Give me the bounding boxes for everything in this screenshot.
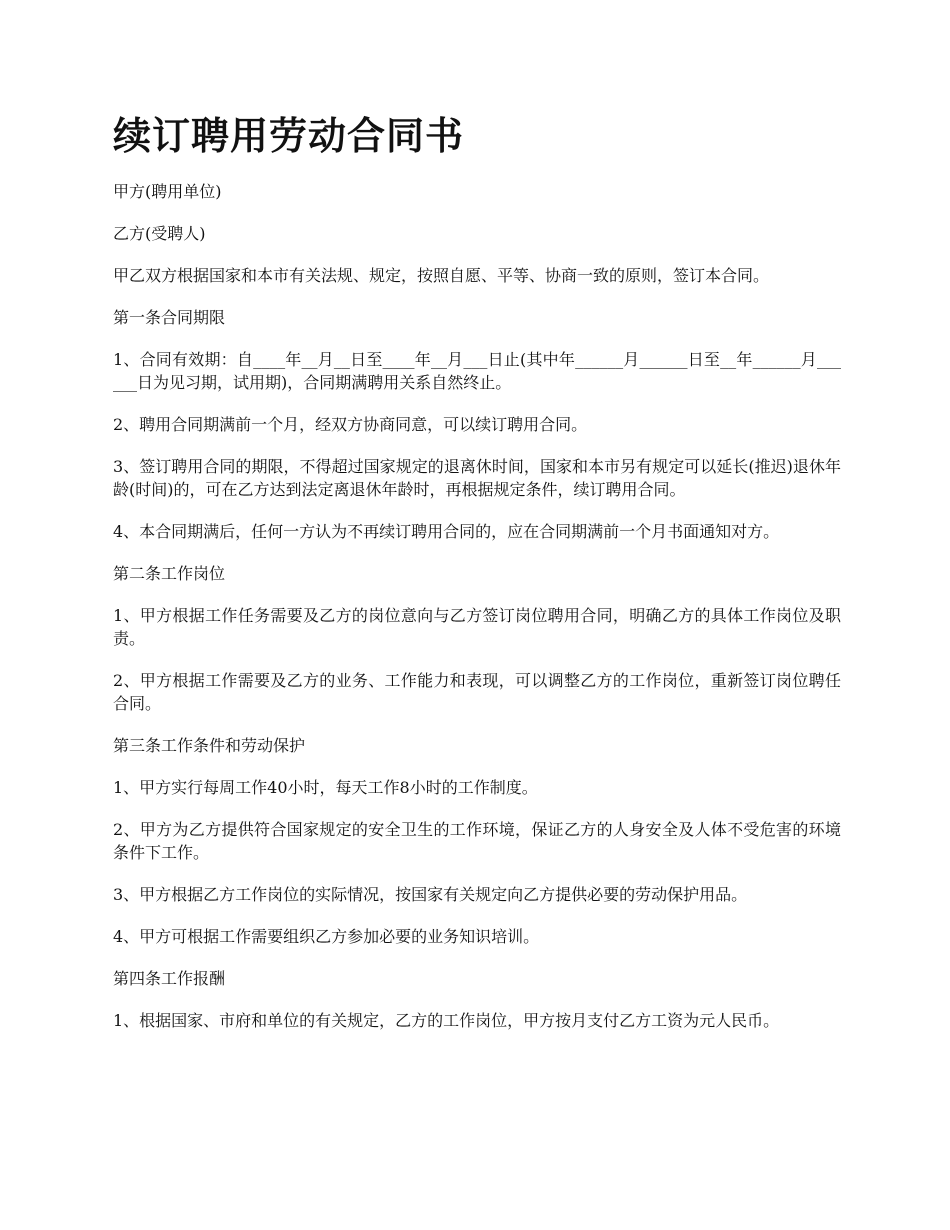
article-3-heading: 第三条工作条件和劳动保护 <box>113 736 306 755</box>
party-a-line: 甲方(聘用单位) <box>113 182 222 201</box>
article-1-clause-2: 2、聘用合同期满前一个月，经双方协商同意，可以续订聘用合同。 <box>113 415 588 434</box>
article-2-clause-1: 1、甲方根据工作任务需要及乙方的岗位意向与乙方签订岗位聘用合同，明确乙方的具体工作岗位及职责。 <box>113 606 841 648</box>
article-1-clause-1: 1、合同有效期：自____年__月__日至____年__月___日止(其中年______月______日至__年______月______日为见习期，试用期)，合同期满聘用关系自然终止。 <box>113 350 841 392</box>
article-3-clause-4: 4、甲方可根据工作需要组织乙方参加必要的业务知识培训。 <box>113 927 540 946</box>
preamble-paragraph: 甲乙双方根据国家和本市有关法规、规定，按照自愿、平等、协商一致的原则，签订本合同。 <box>113 266 770 285</box>
document-page <box>113 112 841 1051</box>
article-2-clause-2: 2、甲方根据工作需要及乙方的业务、工作能力和表现，可以调整乙方的工作岗位，重新签订岗位聘任合同。 <box>113 671 841 713</box>
party-b-line: 乙方(受聘人) <box>113 224 206 243</box>
article-1-heading: 第一条合同期限 <box>113 308 226 327</box>
article-3-clause-2: 2、甲方为乙方提供符合国家规定的安全卫生的工作环境，保证乙方的人身安全及人体不受危害的环境条件下工作。 <box>113 820 841 862</box>
article-3-clause-3: 3、甲方根据乙方工作岗位的实际情况，按国家有关规定向乙方提供必要的劳动保护用品。 <box>113 885 748 904</box>
article-2-heading: 第二条工作岗位 <box>113 564 226 583</box>
article-1-clause-4: 4、本合同期满后，任何一方认为不再续订聘用合同的，应在合同期满前一个月书面通知对方。 <box>113 522 780 541</box>
article-1-clause-3: 3、签订聘用合同的期限，不得超过国家规定的退离休时间，国家和本市另有规定可以延长(推迟)退休年龄(时间)的，可在乙方达到法定离退休年龄时，再根据规定条件，续订聘用合同。 <box>113 457 841 499</box>
article-4-heading: 第四条工作报酬 <box>113 969 226 988</box>
document-title: 续订聘用劳动合同书 <box>113 113 465 158</box>
article-4-clause-1: 1、根据国家、市府和单位的有关规定，乙方的工作岗位，甲方按月支付乙方工资为元人民币。 <box>113 1011 780 1030</box>
article-3-clause-1: 1、甲方实行每周工作40小时，每天工作8小时的工作制度。 <box>113 778 538 797</box>
